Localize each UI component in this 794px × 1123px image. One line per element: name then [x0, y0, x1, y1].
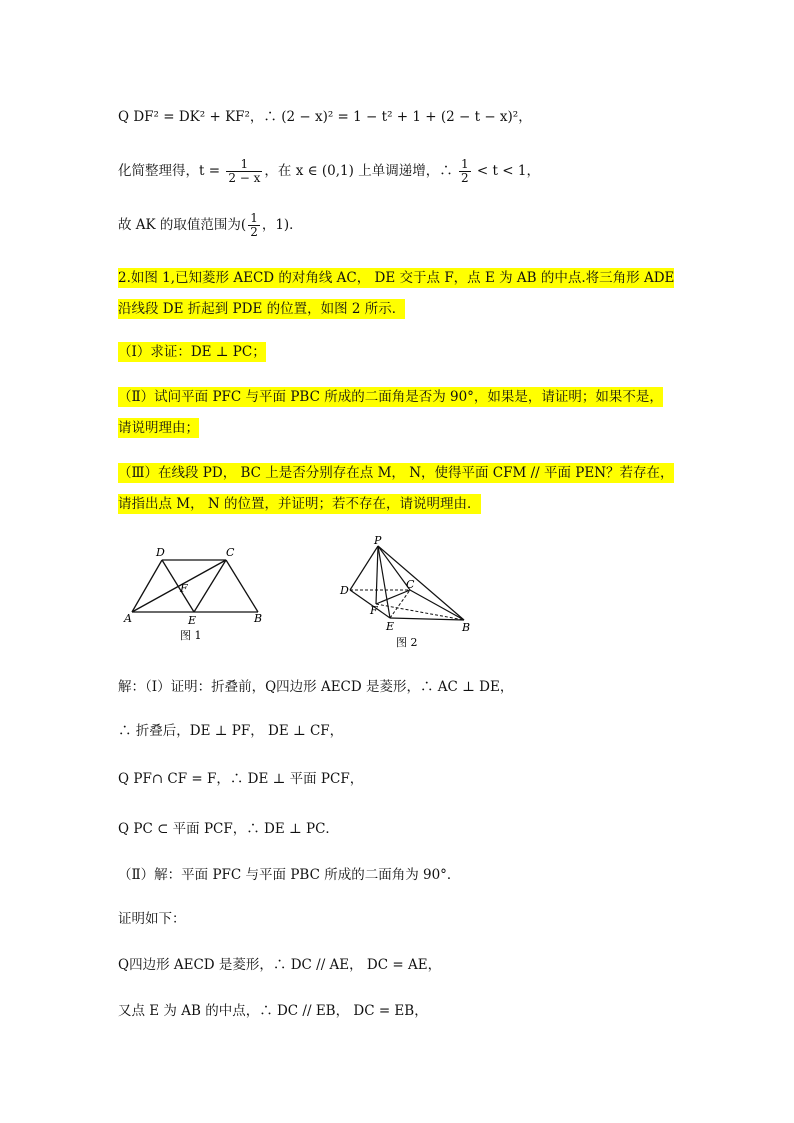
fraction-1-over-2-minus-x: $\frac{1}{2 - x}$: [228, 157, 261, 185]
solution-step-3: Q PF∩ CF = F，∴ DE ⊥ 平面 PCF，: [118, 771, 364, 787]
fig2-label-e: E: [386, 620, 395, 633]
figure-2-svg: [334, 534, 484, 654]
fig2-caption: 图 2: [396, 636, 418, 649]
solution-step-8: 又点 E 为 AB 的中点，∴ DC // EB， DC = EB，: [118, 1003, 428, 1019]
fig2-label-b: B: [462, 621, 471, 634]
solution-step-6: 证明如下：: [118, 911, 186, 927]
figure-1-rhombus: [118, 540, 278, 654]
fig1-label-c: C: [226, 546, 235, 559]
fig2-label-d: D: [340, 584, 349, 597]
solution-step-4: Q PC ⊂ 平面 PCF，∴ DE ⊥ PC．: [118, 821, 339, 837]
question-part-3-line-2: 请指出点 M， N 的位置，并证明；若不存在，请说明理由．: [118, 496, 481, 512]
figure-2-folded: [334, 534, 484, 658]
solution-step-2: ∴ 折叠后，DE ⊥ PF， DE ⊥ CF，: [118, 723, 344, 739]
question-part-2-line-1: （Ⅱ）试问平面 PFC 与平面 PBC 所成的二面角是否为 90°，如果是，请证明；如果不是，: [118, 389, 663, 405]
solution-step-5: （Ⅱ）解：平面 PFC 与平面 PBC 所成的二面角为 90°．: [118, 867, 461, 883]
fig1-label-f: F: [180, 582, 188, 595]
solution-line-df-equation: Q DF² = DK² + KF²，∴ (2 − x)² = 1 − t² + 1 + (2 − t − x)²，: [118, 109, 532, 125]
fig2-label-p: P: [374, 534, 382, 547]
solution-line-t-expression: 化简整理得，t = $\frac{1}{2 - x}$ ，在 x ∈ (0,1) 上单调递增，∴ $\frac{1}{2}$ < t < 1，: [118, 157, 540, 185]
fig1-label-e: E: [188, 614, 197, 627]
solution-step-7: Q四边形 AECD 是菱形，∴ DC // AE， DC = AE，: [118, 957, 442, 973]
solution-step-1: 解：（Ⅰ）证明：折叠前，Q四边形 AECD 是菱形，∴ AC ⊥ DE，: [118, 679, 514, 695]
fig2-label-c: C: [406, 578, 415, 591]
question-part-2-line-2: 请说明理由；: [118, 420, 199, 436]
fig1-caption: 图 1: [180, 629, 202, 642]
question-line-2: 沿线段 DE 折起到 PDE 的位置，如图 2 所示．: [118, 301, 406, 317]
fraction-one-half-range: $\frac{1}{2}$: [250, 211, 258, 239]
fraction-one-half: $\frac{1}{2}$: [461, 157, 469, 185]
fig1-label-d: D: [156, 546, 165, 559]
figure-1-svg: [118, 540, 278, 650]
question-line-1: 2.如图 1,已知菱形 AECD 的对角线 AC， DE 交于点 F，点 E 为 AB 的中点.将三角形 ADE: [118, 270, 675, 286]
solution-line-ak-range: 故 AK 的取值范围为( $\frac{1}{2}$ ，1)．: [118, 211, 303, 239]
question-part-1: （Ⅰ）求证：DE ⊥ PC；: [118, 344, 266, 360]
question-part-3-line-1: （Ⅲ）在线段 PD， BC 上是否分别存在点 M， N，使得平面 CFM // 平面 PEN？若存在，: [118, 465, 674, 481]
fig1-label-a: A: [124, 612, 132, 625]
fig1-label-b: B: [254, 612, 263, 625]
fig2-label-f: F: [370, 604, 378, 617]
